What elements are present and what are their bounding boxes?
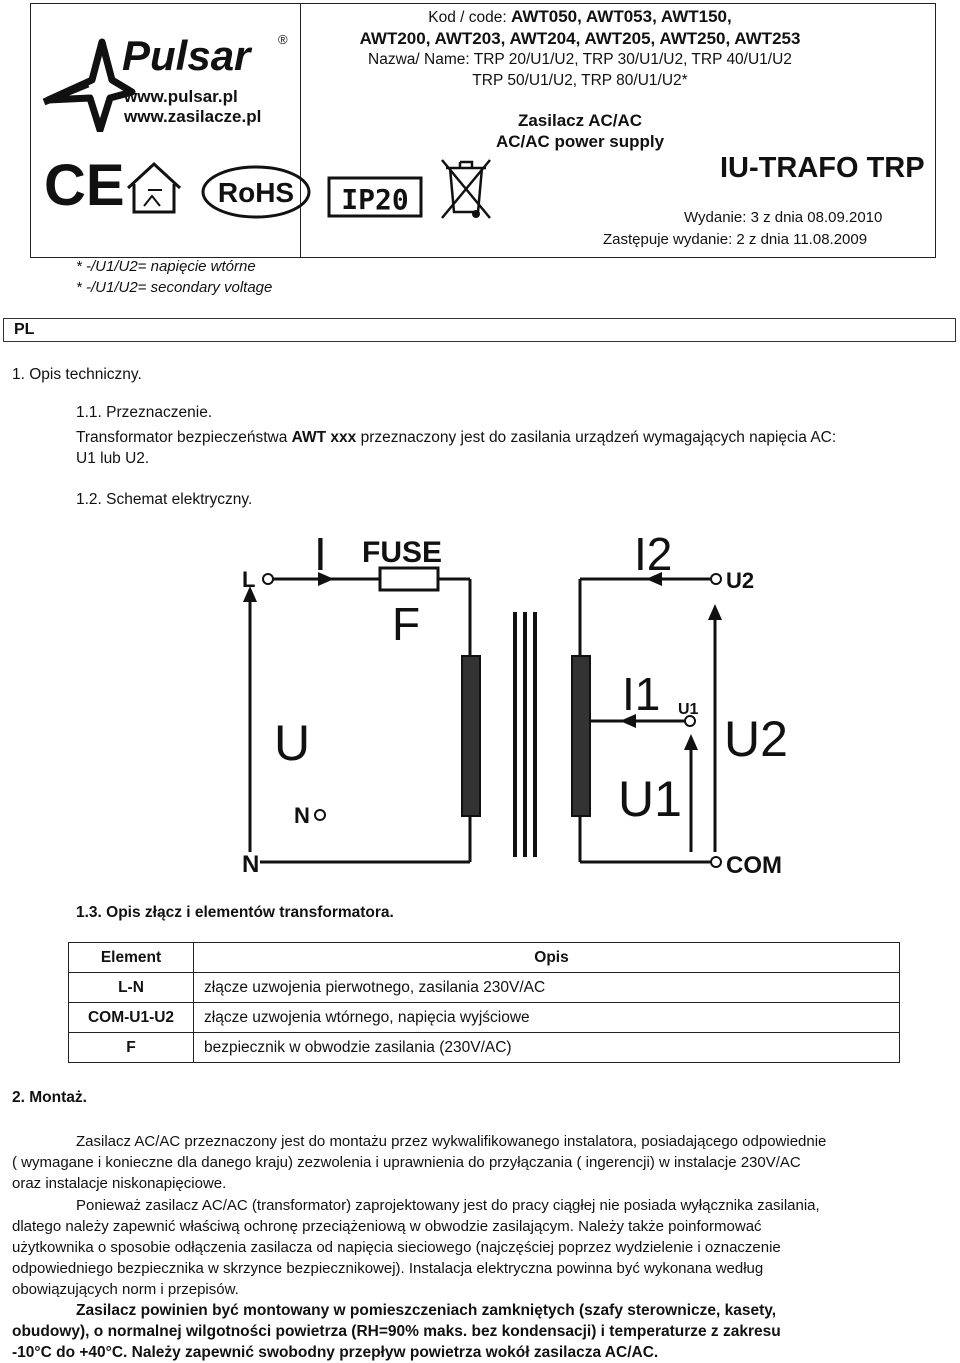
primary-coil: [462, 656, 480, 816]
product-pl: Zasilacz AC/AC: [517, 111, 643, 130]
label-N-small: N: [294, 803, 310, 828]
table-row: [69, 1003, 900, 1033]
table-cell: złącze uzwojenia wtórnego, napięcia wyjściowe: [194, 1003, 900, 1033]
section-1-title: 1. Opis techniczny.: [12, 366, 142, 383]
logo-url-1: www.pulsar.pl: [124, 87, 238, 106]
label-U2-terminal: U2: [726, 568, 755, 593]
product-title: [300, 110, 860, 152]
product-en: AC/AC power supply: [495, 132, 665, 151]
name-label: Nazwa/ Name:: [368, 51, 470, 68]
ip20-mark-icon: [327, 176, 427, 220]
section-2-paragraph-1: Zasilacz AC/AC przeznaczony jest do montażu przez wykwalifikowanego instalatora, posiadającego odpowiednie ( wymagane i konieczne dla danego kraju) zezwolenia i uprawnienia do przyłączania ( ingerencji) w instalacje 230V/AC oraz instalacje niskonapięciowe.: [12, 1133, 827, 1192]
label-F: F: [392, 598, 421, 650]
connectors-table: [68, 942, 900, 1063]
label-fuse: FUSE: [362, 536, 443, 569]
secondary-coil: [572, 656, 590, 816]
table-cell: L-N: [69, 973, 194, 1003]
weee-bin-icon: [436, 156, 496, 222]
section-1-1-text-cont: U1 lub U2.: [76, 450, 150, 467]
label-U1: U1: [618, 771, 682, 827]
section-1-1-title: 1.1. Przeznaczenie.: [76, 404, 213, 421]
section-1-2-title: 1.2. Schemat elektryczny.: [76, 491, 253, 508]
label-U2: U2: [724, 711, 788, 767]
table-header: Element: [69, 943, 194, 973]
logo-registered: ®: [278, 32, 288, 47]
name-line-2: TRP 50/U1/U2, TRP 80/U1/U2*: [472, 72, 688, 89]
logo-brand: Pulsar: [122, 32, 251, 79]
table-header-row: [69, 943, 900, 973]
name-line-1: TRP 20/U1/U2, TRP 30/U1/U2, TRP 40/U1/U2: [473, 51, 792, 68]
table-cell: F: [69, 1033, 194, 1063]
replaces-edition: Zastępuje wydanie: 2 z dnia 11.08.2009: [603, 231, 868, 248]
language-tag: PL: [14, 321, 35, 338]
note-en: * -/U1/U2= secondary voltage: [76, 279, 273, 296]
svg-text:RoHS: RoHS: [217, 177, 295, 208]
table-cell: bezpiecznik w obwodzie zasilania (230V/AC): [194, 1033, 900, 1063]
code-label: Kod / code:: [428, 9, 507, 26]
pulsar-logo: [40, 22, 300, 132]
label-I1: I1: [622, 668, 661, 720]
electrical-schematic: [230, 522, 790, 886]
section-2-title: 2. Montaż.: [12, 1089, 87, 1106]
label-COM: COM: [726, 852, 782, 879]
section-1-1-text: Transformator bezpieczeństwa AWT xxx przeznaczony jest do zasilania urządzeń wymagających napięcia AC:: [76, 429, 837, 446]
table-row: [69, 973, 900, 1003]
table-row: [69, 1033, 900, 1063]
header-code-block: [300, 6, 860, 91]
svg-text:IP20: IP20: [341, 183, 409, 216]
section-2-paragraph-2: Ponieważ zasilacz AC/AC (transformator) zaprojektowany jest do pracy ciągłej nie posiada wyłącznika zasilania, dlatego należy zapewnić właściwą ochronę przeciążeniową w obwodzie zasilającym. Należy także poinformować użytkownika o sposobie odłączenia zasilacza od napięcia sieciowego (najczęściej poprzez wydzielenie i oznaczenie odpowiedniego bezpiecznika w skrzynce bezpiecznikowej). Instalacja elektryczna powinna być wykonana według obowiązujących norm i przepisów.: [12, 1197, 820, 1298]
label-I2: I2: [634, 528, 673, 580]
label-L: L: [242, 567, 256, 592]
table-cell: COM-U1-U2: [69, 1003, 194, 1033]
edition-date: Wydanie: 3 z dnia 08.09.2010: [684, 209, 883, 226]
code-line-1: AWT050, AWT053, AWT150,: [510, 7, 732, 26]
logo-url-2: www.zasilacze.pl: [124, 107, 262, 126]
section-1-3-title: 1.3. Opis złącz i elementów transformatora.: [76, 904, 394, 921]
table-header: Opis: [194, 943, 900, 973]
label-N: N: [242, 851, 260, 878]
table-cell: złącze uzwojenia pierwotnego, zasilania 230V/AC: [194, 973, 900, 1003]
label-U: U: [274, 715, 311, 771]
house-recycle-icon: [122, 160, 192, 218]
label-U1-terminal: U1: [678, 701, 699, 718]
svg-text:CE: CE: [44, 155, 125, 215]
label-current-I: I: [314, 528, 327, 580]
language-bar: [3, 318, 956, 342]
section-2-paragraph-3: Zasilacz powinien być montowany w pomieszczeniach zamkniętych (szafy sterownicze, kasety, obudowy), o normalnej wilgotności powietrza (RH=90% maks. bez kondensacji) i temperaturze z zakresu -10°C do +40°C. Należy zapewnić swobodny przepływ powietrza wokół zasilacza AC/AC.: [12, 1302, 781, 1361]
note-pl: * -/U1/U2= napięcie wtórne: [76, 258, 256, 275]
rohs-mark-icon: [200, 164, 316, 224]
code-line-2: AWT200, AWT203, AWT204, AWT205, AWT250, AWT253: [359, 29, 801, 48]
series-title: IU-TRAFO TRP: [720, 152, 925, 184]
